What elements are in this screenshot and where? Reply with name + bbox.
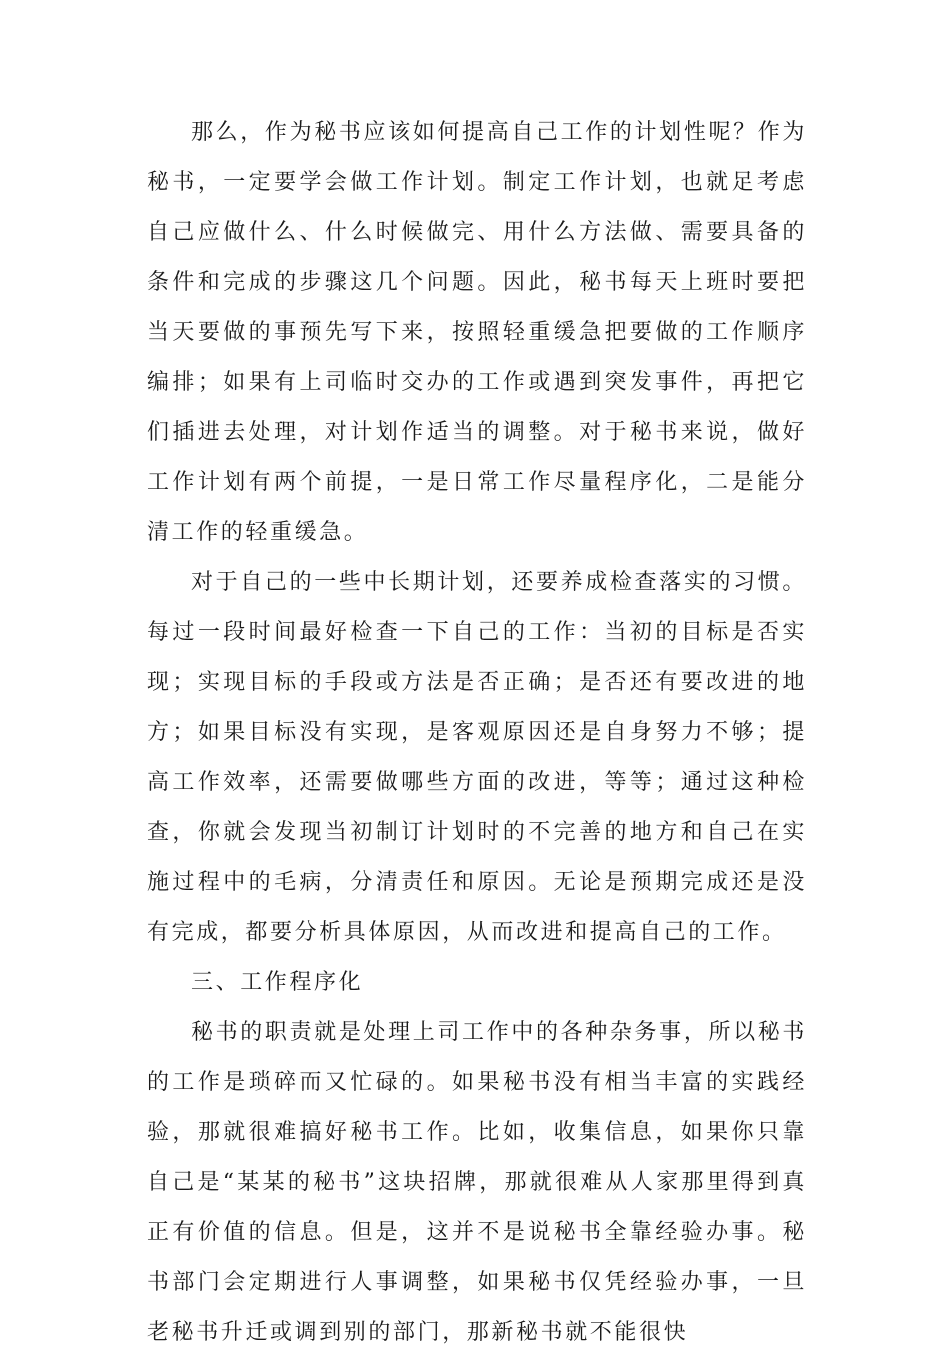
paragraph-work-planning: 那么，作为秘书应该如何提高自己工作的计划性呢？作为秘书，一定要学会做工作计划。制定工作计划，也就足考虑自己应做什么、什么时候做完、用什么方法做、需要具备的条件和完成的步骤这几个问题。因此，秘书每天上班时要把当天要做的事预先写下来，按照轻重缓急把要做的工作顺序编排；如果有上司临时交办的工作或遇到突发事件，再把它们插进去处理，对计划作适当的调整。对于秘书来说，做好工作计划有两个前提，一是日常工作尽量程序化，二是能分清工作的轻重缓急。 bbox=[147, 120, 807, 545]
document-page bbox=[147, 108, 807, 1358]
paragraph-plan-review: 对于自己的一些中长期计划，还要养成检查落实的习惯。每过一段时间最好检查一下自己的工作：当初的目标是否实现；实现目标的手段或方法是否正确；是否还有要改进的地方；如果目标没有实现，是客观原因还是自身努力不够；提高工作效率，还需要做哪些方面的改进，等等；通过这种检查，你就会发现当初制订计划时的不完善的地方和自己在实施过程中的毛病，分清责任和原因。无论是预期完成还是没有完成，都要分析具体原因，从而改进和提高自己的工作。 bbox=[147, 570, 807, 945]
section-heading: 三、工作程序化 bbox=[191, 970, 364, 995]
paragraph-work-procedure: 秘书的职责就是处理上司工作中的各种杂务事，所以秘书的工作是琐碎而又忙碌的。如果秘书没有相当丰富的实践经验，那就很难搞好秘书工作。比如，收集信息，如果你只靠自己是“某某的秘书”这块招牌，那就很难从人家那里得到真正有价值的信息。但是，这并不是说秘书全靠经验办事。秘书部门会定期进行人事调整，如果秘书仅凭经验办事，一旦老秘书升迁或调到别的部门，那新秘书就不能很快 bbox=[147, 1020, 807, 1345]
